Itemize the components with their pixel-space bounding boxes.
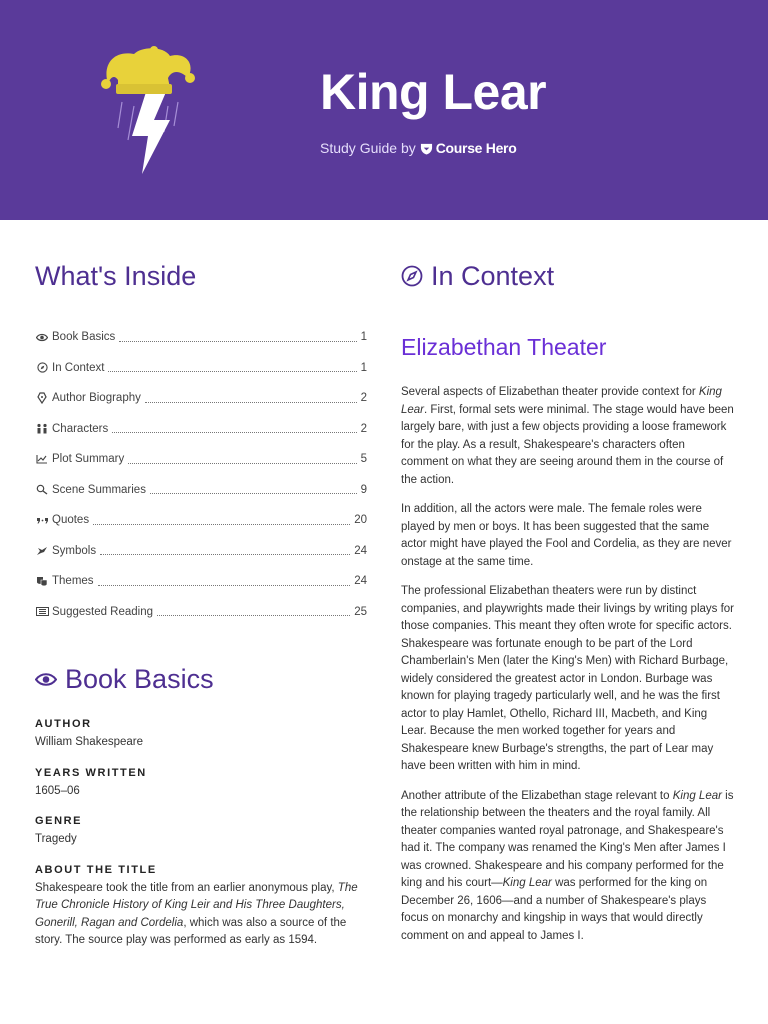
left-column bbox=[35, 258, 367, 950]
toc-item-in-context[interactable] bbox=[35, 353, 367, 384]
right-column bbox=[401, 258, 735, 945]
toc-label: Book Basics bbox=[52, 331, 116, 344]
toc-item-characters[interactable] bbox=[35, 414, 367, 445]
paragraph-3: The professional Elizabethan theaters were run by distinct companies, and playwrights made their livings by writing plays for those companies. This meant they often wrote for specific actors. Shakespeare was fortunate enough to be part of the Lord Chamberlain's Men (later the King's Men) with Richard Burbage, widely considered the greatest actor in London. Burbage was known for playing tragedy particularly well, and he was the first actor to play Hamlet, Othello, Richard III, Macbeth, and King Lear. Because the men worked together for years and Shakespeare knew Burbage's strengths, the part of Lear may have been written with him in mind. bbox=[401, 585, 735, 772]
paragraph-1 bbox=[401, 384, 735, 489]
chart-line-icon bbox=[35, 453, 49, 465]
quote-icon bbox=[35, 514, 49, 526]
leader-dots bbox=[145, 402, 357, 403]
book-basics-heading-text: Book Basics bbox=[65, 664, 214, 694]
paragraph-4 bbox=[401, 788, 735, 946]
header-banner bbox=[0, 0, 768, 220]
p4-c: was performed for the king on December 26, 1606—and a number of Shakespeare's plays focus on monarchy and kingship in ways that would directly comment on and appeal to James I. bbox=[401, 877, 708, 942]
toc-page: 9 bbox=[360, 483, 367, 496]
genre-label: GENRE bbox=[35, 815, 83, 827]
toc-label: Suggested Reading bbox=[52, 605, 154, 618]
years-written-label: YEARS WRITTEN bbox=[35, 766, 147, 779]
author-label: AUTHOR bbox=[35, 718, 92, 730]
about-text-post: , which was also a source of the story. The source play was performed as early as 1594. bbox=[35, 916, 347, 946]
byline-prefix: Study Guide by bbox=[320, 140, 416, 156]
toc-label: Author Biography bbox=[52, 392, 141, 405]
compass-icon bbox=[35, 362, 49, 374]
byline bbox=[320, 140, 516, 156]
leader-dots bbox=[93, 524, 350, 525]
in-context-heading bbox=[401, 258, 735, 294]
toc-page: 1 bbox=[360, 361, 367, 374]
paragraph-2: In addition, all the actors were male. The female roles were played by men or boys. It has been suggested that the same actor might have played the Fool and Cordelia, as they are never onstage at the same time. bbox=[401, 503, 732, 568]
magnifier-icon bbox=[35, 484, 49, 496]
toc-item-suggested-reading[interactable] bbox=[35, 597, 367, 628]
toc-label: Scene Summaries bbox=[52, 483, 146, 496]
jester-hat-lightning-logo bbox=[84, 40, 204, 180]
elizabethan-theater-subheading: Elizabethan Theater bbox=[401, 334, 607, 360]
about-title-value bbox=[35, 880, 367, 950]
p4-play-title-2: King Lear bbox=[502, 877, 552, 889]
leader-dots bbox=[150, 493, 357, 494]
leader-dots bbox=[157, 615, 350, 616]
toc-label: In Context bbox=[52, 361, 105, 374]
toc-page: 24 bbox=[354, 575, 367, 588]
leader-dots bbox=[112, 432, 356, 433]
genre-value: Tragedy bbox=[35, 833, 77, 845]
toc-page: 24 bbox=[354, 544, 367, 557]
author-value: William Shakespeare bbox=[35, 736, 144, 748]
p4-play-title-1: King Lear bbox=[672, 789, 722, 802]
toc-label: Symbols bbox=[52, 544, 97, 557]
toc-item-plot-summary[interactable] bbox=[35, 444, 367, 475]
toc-item-themes[interactable] bbox=[35, 566, 367, 597]
toc-label: Quotes bbox=[52, 514, 90, 527]
years-written-value: 1605–06 bbox=[35, 784, 80, 797]
about-text-pre: Shakespeare took the title from an earlier anonymous play, bbox=[35, 881, 338, 894]
toc-item-symbols[interactable] bbox=[35, 536, 367, 567]
toc-page: 25 bbox=[354, 605, 367, 618]
toc-item-scene-summaries[interactable] bbox=[35, 475, 367, 506]
toc-label: Characters bbox=[52, 422, 109, 435]
about-title-label: ABOUT THE TITLE bbox=[35, 863, 157, 876]
source-play-title: The True Chronicle History of King Leir and His Three Daughters, Gonerill, Ragan and Cordelia bbox=[35, 881, 358, 929]
toc-label: Plot Summary bbox=[52, 453, 125, 466]
p4-a: Another attribute of the Elizabethan stage relevant to bbox=[401, 789, 673, 802]
eye-icon bbox=[35, 672, 57, 687]
table-of-contents bbox=[35, 322, 367, 627]
in-context-heading-text: In Context bbox=[431, 261, 555, 291]
leader-dots bbox=[98, 585, 351, 586]
toc-page: 1 bbox=[360, 331, 367, 344]
p4-b: is the relationship between the theaters and the royal family. All theater companies wanted royal patronage, and Shakespeare's had it. The company was renamed the King's Men after James I was crowned. Shakespeare and his company performed for the king and his court— bbox=[401, 789, 734, 889]
toc-item-author-biography[interactable] bbox=[35, 383, 367, 414]
leader-dots bbox=[100, 554, 350, 555]
course-hero-shield-icon bbox=[420, 142, 433, 155]
toc-label: Themes bbox=[52, 575, 94, 588]
p1-pre: Several aspects of Elizabethan theater provide context for bbox=[401, 386, 699, 398]
eye-icon bbox=[35, 331, 49, 343]
books-icon bbox=[35, 606, 49, 618]
whats-inside-heading: What's Inside bbox=[35, 261, 197, 291]
toc-page: 5 bbox=[360, 453, 367, 466]
pen-nib-icon bbox=[35, 392, 49, 404]
bird-icon bbox=[35, 545, 49, 557]
leader-dots bbox=[108, 371, 356, 372]
leader-dots bbox=[119, 341, 356, 342]
book-basics-heading bbox=[35, 661, 367, 697]
leader-dots bbox=[128, 463, 356, 464]
people-icon bbox=[35, 423, 49, 435]
theater-masks-icon bbox=[35, 575, 49, 587]
toc-page: 20 bbox=[354, 514, 367, 527]
toc-page: 2 bbox=[360, 422, 367, 435]
toc-page: 2 bbox=[360, 392, 367, 405]
p1-play-title: King Lear bbox=[401, 386, 722, 416]
page-title: King Lear bbox=[320, 64, 547, 120]
toc-item-quotes[interactable] bbox=[35, 505, 367, 536]
brand-logo[interactable] bbox=[420, 140, 517, 156]
brand-name: Course Hero bbox=[435, 140, 517, 156]
p1-post: . First, formal sets were minimal. The stage would have been largely bare, with just a few objects providing a loose framework for the play. As a result, Shakespeare's characters often comment on what they are seeing around them in the course of the action. bbox=[401, 403, 734, 486]
toc-item-book-basics[interactable] bbox=[35, 322, 367, 353]
compass-icon bbox=[401, 265, 423, 287]
